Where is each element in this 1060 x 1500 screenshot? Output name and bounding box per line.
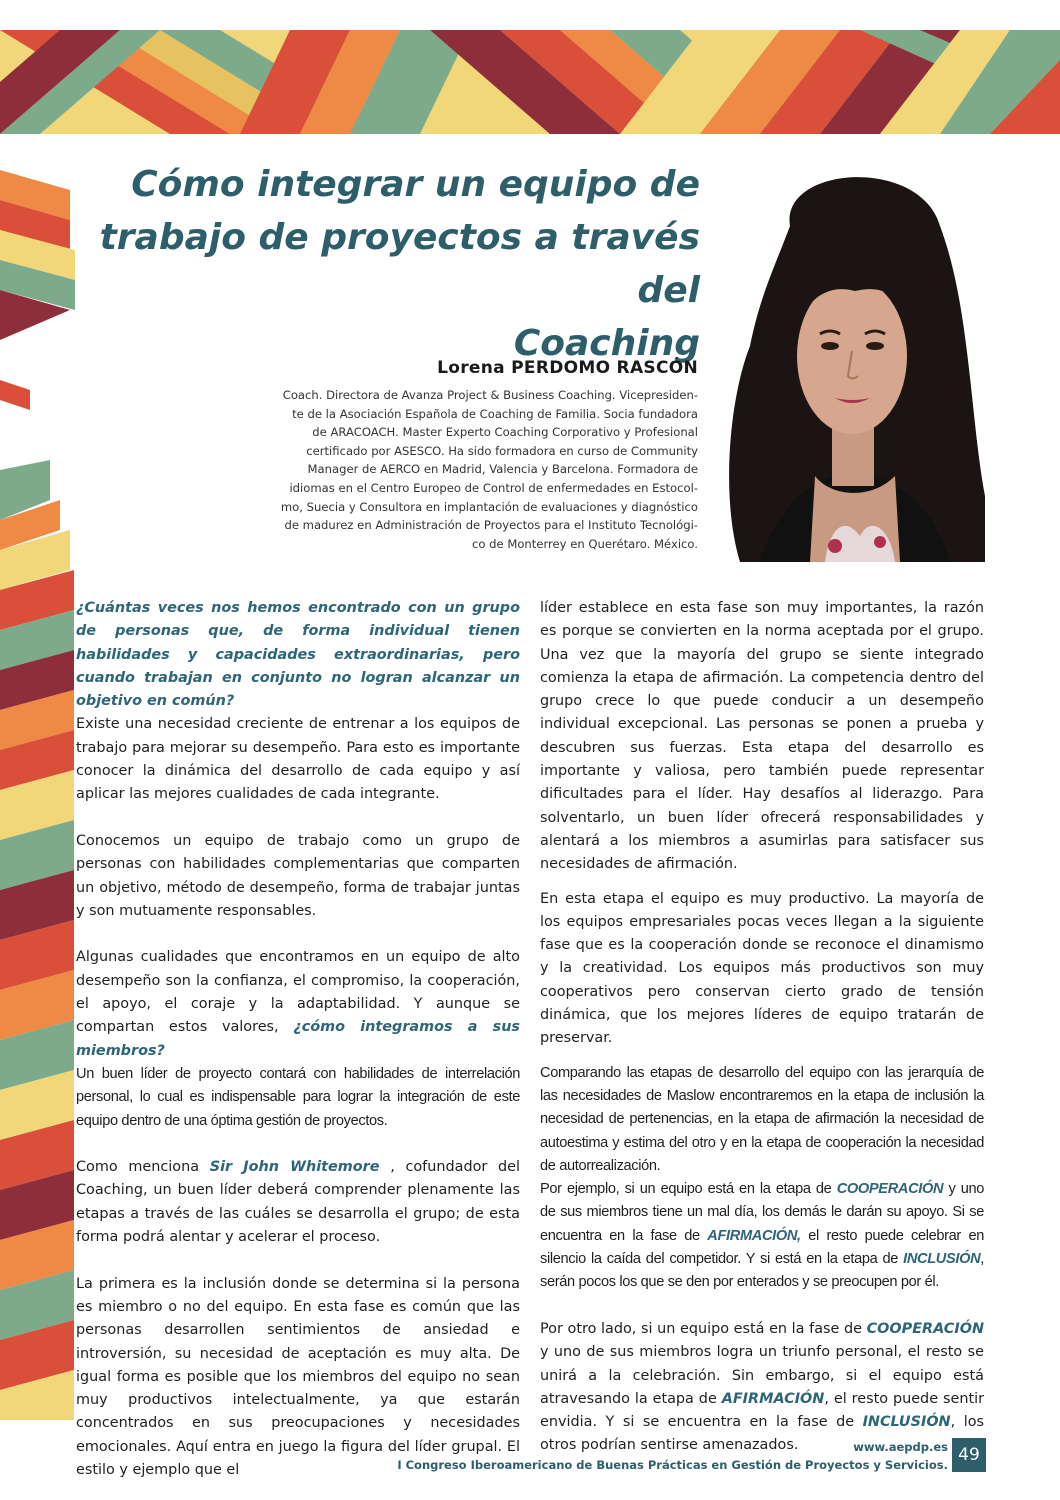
keyword: INCLUSIÓN [862,1414,951,1431]
author-bio [228,386,698,553]
author-name [240,358,698,378]
paragraph-text: , cofundador del Coaching, un buen líder deberá comprender plenamente las etapas a través de las cuáles se desarrolla el grupo; de esta forma podrá alentar y acelerar el proceso. [76,1159,520,1246]
paragraph-text: , el resto puede sentir envidia. Y si se encuentra en la fase de [540,1390,984,1431]
page-number: 49 [952,1438,986,1472]
bio-line: de ARACOACH. Master Experto Coaching Corporativo y Profesional [312,425,698,440]
intro-question: ¿Cuántas veces nos hemos encontrado con un grupo de personas que, de forma individual tienen habilidades y capacidades extraordinarias, pero cuando trabajan en conjunto no logran alcanzar un objetivo en común? [76,600,520,710]
bio-line: idiomas en el Centro Europeo de Control de enfermedades en Estocol- [289,480,698,495]
bio-line: co de Monterrey en Querétaro. México. [471,536,698,551]
article-title [80,158,700,370]
paragraph-text: Por otro lado, si un equipo está en la fase de [540,1320,867,1337]
paragraph [540,1318,984,1458]
decorative-side-stripes [0,170,80,1420]
paragraph: líder establece en esta fase son muy importantes, la razón es porque se convierten en la norma aceptada por el grupo. Una vez que la mayoría del grupo se siente integrado comienza la etapa de afirmación. La competencia dentro del grupo crece lo que puede conducir a un desempeño individual excepcional. Las personas se ponen a prueba y descubren sus fuerzas. Esta etapa del desarrollo es importante y valiosa, pero también puede representar dificultades para el líder. Hay desafíos al liderazgo. Para solventarlo, un buen líder ofrecerá responsabilidades y alentará a los miembros a asumirlas para satisfacer sus necesidades de afirmación. [540,600,984,873]
paragraph: Un buen líder de proyecto contará con habilidades de interrelación personal, lo cual es indispensable para lograr la integración de este equipo dentro de una óptima gestión de proyectos. [76,1065,520,1129]
title-line-2: trabajo de proyectos a través del [99,217,700,311]
paragraph: La primera es la inclusión donde se determina si la persona es miembro o no del equipo. En esta fase es común que las personas desarrollen sentimientos de ansiedad e introversión, su necesidad de aceptación es muy alta. De igual forma es posible que los miembros del equipo no sean muy productivos intelectualmente, ya que estarán concentrados en sus preocupaciones y necesidades emocionales. Aquí entra en juego la figura del líder grupal. El estilo y ejemplo que el [76,1275,520,1478]
paragraph [540,1178,984,1294]
paragraph [76,1156,520,1249]
keyword: AFIRMACIÓN [721,1390,825,1407]
bio-line: Manager de AERCO en Madrid, Valencia y Barcelona. Formadora de [307,462,698,477]
keyword: INCLUSIÓN [903,1251,981,1268]
highlight-name: Sir John Whitemore [209,1159,380,1176]
paragraph-text: Algunas cualidades que encontramos en un equipo de alto desempeño son la confianza, el compromiso, la cooperación, el apoyo, el coraje y la adaptabilidad. Y aunque se compartan estos valores, [76,949,520,1036]
paragraph: Comparando las etapas de desarrollo del equipo con las jerarquía de las necesidades de Maslow encontraremos en la etapa de inclusión la necesidad de pertenencias, en la etapa de afirmación la necesidad de autoestima y estima del otro y en la etapa de cooperación la necesidad de autorrealización. [540,1064,984,1174]
article-column-left [76,597,520,1482]
paragraph-text: Por ejemplo, si un equipo está en la etapa de [540,1181,837,1198]
bio-line: Coach. Directora de Avanza Project & Business Coaching. Vicepresiden- [282,388,698,402]
bio-line: te de la Asociación Española de Coaching de Familia. Socia fundadora [292,406,698,421]
paragraph-text: , serán pocos los que se den por enterados y se preocupen por él. [540,1251,984,1291]
paragraph [76,946,520,1062]
keyword: COOPERACIÓN [866,1320,984,1337]
paragraph-text: y uno de sus miembros logra un triunfo personal, el resto se unirá a la celebración. Sin embargo, si el equipo está atravesando la etapa de [540,1344,984,1407]
decorative-stripe-banner [0,30,1060,134]
author-last-name: PERDOMO RASCÓN [511,358,698,378]
paragraph: En esta etapa el equipo es muy productivo. La mayoría de los equipos empresariales pocas veces llegan a la siguiente fase que es la cooperación donde se reconoce el dinamismo y la creatividad. Los equipos más productivos son muy cooperativos pero conservan cierto grado de tensión dinámica, que los mejores líderes de equipo tratarán de preservar. [540,890,984,1047]
title-line-3: Coaching [513,323,700,364]
paragraph-text: y uno de sus miembros tiene un mal día, los demás le darán su apoyo. Si se encuentra en la fase de [540,1181,985,1244]
highlight-question: ¿cómo integramos a sus miembros? [76,1019,521,1059]
author-first-name: Lorena [437,358,505,378]
congress-name: I Congreso Iberoamericano de Buenas Prácticas en Gestión de Proyectos y Servicios. [397,1458,948,1472]
paragraph-text: el resto puede celebrar en silencio la caída del competidor. Y si está en la etapa de [540,1227,984,1268]
keyword: AFIRMACIÓN, [707,1227,801,1244]
website-link[interactable]: www.aepdp.es [853,1440,948,1454]
author-photo [720,166,985,562]
paragraph-text: , los otros podrían sentirse amenazados. [540,1414,984,1454]
title-line-1: Cómo integrar un equipo de [131,164,700,205]
paragraph: Existe una necesidad creciente de entrenar a los equipos de trabajo para mejorar su desempeño. Para esto es importante conocer la dinámica del desarrollo de cada equipo y así aplicar las mejores cualidades de cada integrante. [76,716,520,803]
bio-line: de madurez en Administración de Proyectos para el Instituto Tecnológi- [284,518,698,533]
bio-line: mo, Suecia y Consultora en implantación de evaluaciones y diagnóstico [280,499,698,514]
article-column-right [540,597,984,1458]
bio-line: certificado por ASESCO. Ha sido formadora en curso de Community [306,443,698,458]
keyword: COOPERACIÓN [836,1181,944,1198]
paragraph: Conocemos un equipo de trabajo como un grupo de personas con habilidades complementarias que comparten un objetivo, método de desempeño, forma de trabajar juntas y son mutuamente responsables. [76,832,520,919]
page-footer [397,1438,948,1474]
paragraph-text: Como menciona [76,1159,210,1176]
